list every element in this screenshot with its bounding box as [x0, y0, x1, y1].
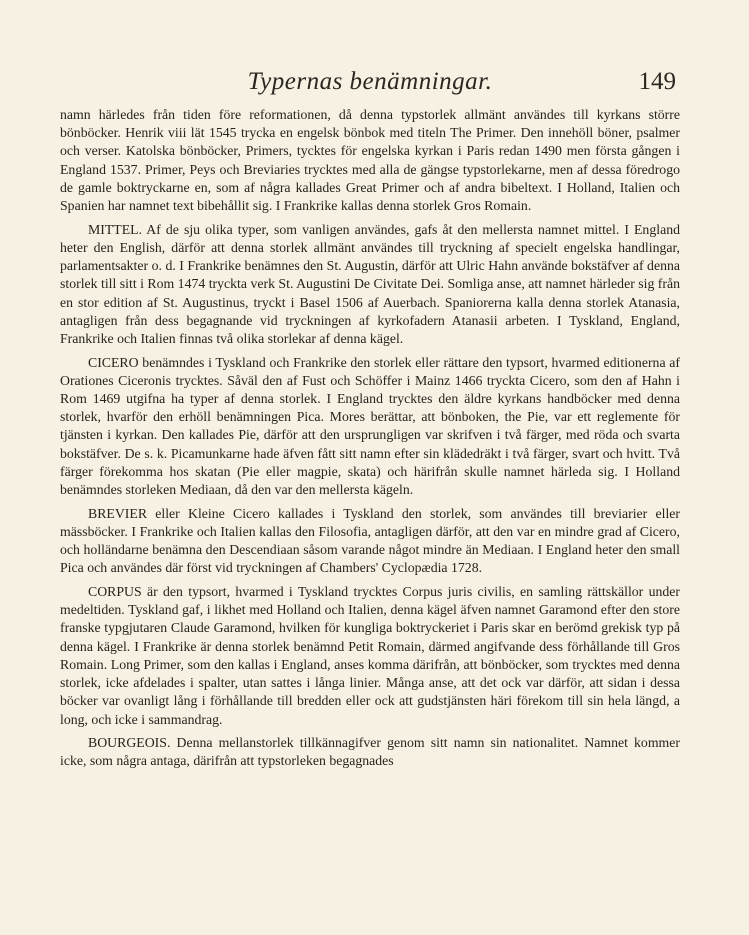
page-header: [60, 64, 680, 104]
paragraph-brevier: BREVIER eller Kleine Cicero kallades i Tyskland den storlek, som användes till breviarier eller mässböcker. I Frankrike och Italien kallas den Filosofia, antagligen därför, att den var en mindre grad af Cicero, och holländarne benämna den Descendiaan såsom varande något mindre än Mediaan. I England heter den small Pica och användes där först vid tryckningen af Chambers' Cyclopædia 1728.: [60, 505, 680, 576]
running-head: Typernas benämningar.: [247, 68, 493, 95]
paragraph-mittel: MITTEL. Af de sju olika typer, som vanligen användes, gafs åt den mellersta namnet mittel. I England heter den English, därför att denna storlek allmänt användes till tryckning af specielt engelska handlingar, parlamentsakter o. d. I Frankrike benämnes den St. Augustin, därför att Ulric Hahn använde bokstäfver af denna storlek till sitt i Rom 1474 tryckta verk St. Augustini De Civitate Dei. Somliga anse, att namnet härleder sig från en stor edition af St. Augustinus, tryckt i Basel 1506 af Auerbach. Spaniorerna kalla denna storlek Atanasia, antagligen från dess begagnande vid tryckningen af kyrkofadern Atanasii arbeten. I Tyskland, England, Frankrike och Italien finnas två olika storlekar af denna kägel.: [60, 221, 680, 346]
body-text: [60, 106, 680, 776]
paragraph-bourgeois: BOURGEOIS. Denna mellanstorlek tillkännagifver genom sitt namn sin nationalitet. Namnet kommer icke, som några antaga, därifrån att typstorleken begagnades: [60, 735, 680, 769]
paragraph-cicero: CICERO benämndes i Tyskland och Frankrike den storlek eller rättare den typsort, hvarmed editionerna af Orationes Ciceronis trycktes. Såväl den af Fust och Schöffer i Mainz 1466 tryckta Cicero, som den af Hahn i Rom 1469 utgifna ha typer af denna storlek. I England trycktes den äldre kyrkans handböcker med denna storlek, hvarför den erhöll benämningen Pica. Mores berättar, att bönboken, the Pie, var ett reglemente för tjänsten i kyrkan. Den kallades Pie, därför att den ursprungligen var skrifven i två färger, med röda och svarta bokstäfver. De s. k. Picamunkarne hade äfven fått sitt namn efter sin klädedräkt i två färger, svart och hvitt. Två färger förekomma hos skatan (Pie eller magpie, skata) och härifrån skulle namnet härleda sig. I Holland benämndes storleken Mediaan, då den var den mellersta kägeln.: [60, 354, 680, 498]
page-number: 149: [638, 68, 676, 95]
paragraph-corpus: CORPUS är den typsort, hvarmed i Tyskland trycktes Corpus juris civilis, en samling rättskällor under medeltiden. Tyskland gaf, i likhet med Holland och Italien, denna kägel äfven namnet Garamond efter den store franske typgjutaren Claude Garamond, hvilken för kungliga boktryckeriet i Paris skar en berömd grekisk typ på denna kägel. I Frankrike är denna storlek benämnd Petit Romain, därmed angifvande dess förhållande till Gros Romain. Long Primer, som den kallas i England, anses komma därifrån, att bönböcker, som trycktes med denna storlek, icke afdelades i spalter, utan sattes i långa linier. Många anse, att det ock var därför, att sidan i dessa böcker var ovanligt lång i förhållande till bredden eller ock att gudstjänsten häri förekom till sin hela längd, a long, och icke i sammandrag.: [60, 584, 680, 727]
paragraph-continuation: namn härledes från tiden före reformationen, då denna typstorlek allmänt användes till kyrkans större bönböcker. Henrik viii lät 1545 trycka en engelsk bönbok med titeln The Primer. Den innehöll böner, psalmer och verser. Katolska bönböcker, Primers, tycktes för engelska kyrkan i Paris redan 1490 men första gången i England 1537. Primer, Peys och Breviaries trycktes med alla de gängse typstorlekarne, men af dessa föredrogo de gamle boktryckarne en, som af några kallades Great Primer och af andra bibeltext. I Holland, Italien och Spanien har namnet text bibehållit sig. I Frankrike kallas denna storlek Gros Romain.: [60, 107, 680, 214]
